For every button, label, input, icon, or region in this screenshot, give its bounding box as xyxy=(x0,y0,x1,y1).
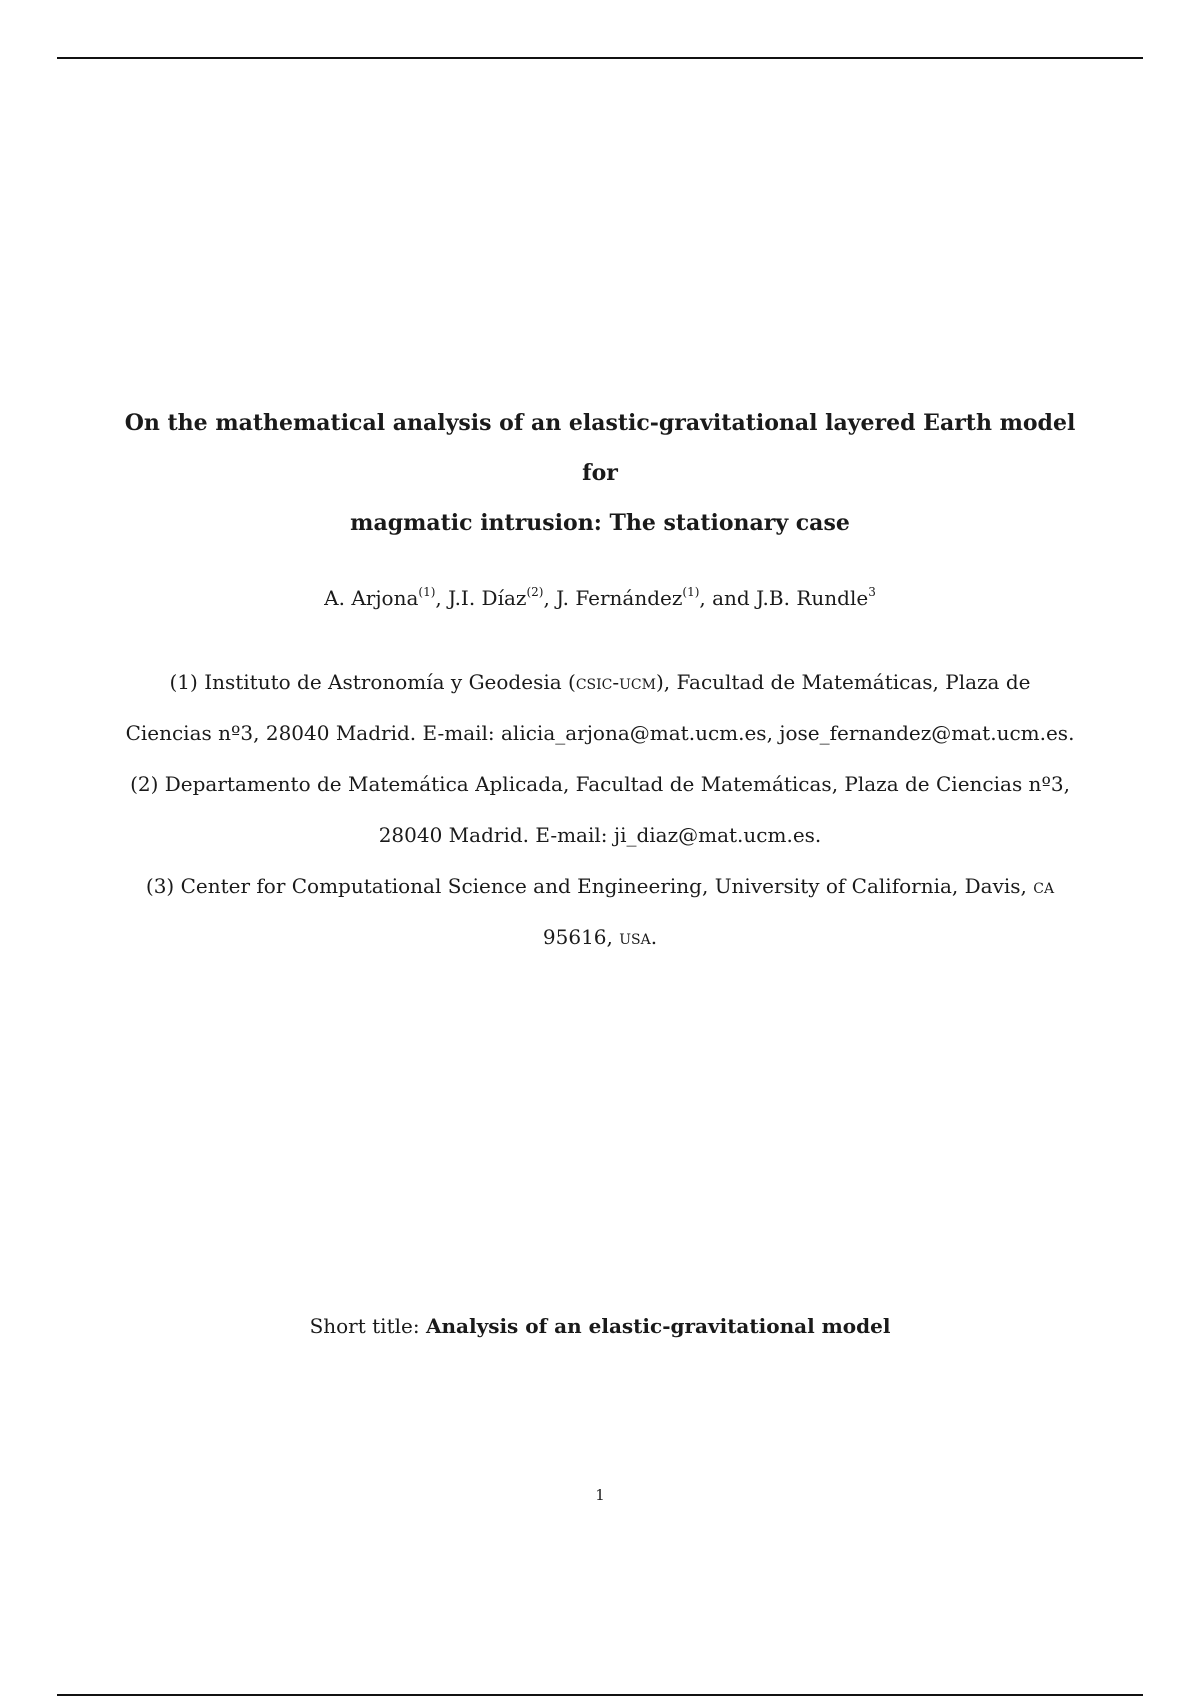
affiliation-state-abbrev: ca xyxy=(1033,874,1055,898)
short-title-value: Analysis of an elastic-gravitational model xyxy=(425,1314,891,1338)
author-affiliation-mark: (1) xyxy=(418,585,436,599)
title-line-1: On the mathematical analysis of an elastic-gravitational layered Earth model for xyxy=(124,410,1076,486)
affiliation-1-line-2: Ciencias nº3, 28040 Madrid. E-mail: alicia_arjona@mat.ucm.es, jose_fernandez@mat.ucm.es. xyxy=(125,721,1075,745)
author-list xyxy=(120,578,1080,618)
affiliation-text: (3) Center for Computational Science and Engineering, University of California, Davis, xyxy=(145,874,1034,898)
top-rule xyxy=(57,57,1143,59)
affiliation-2-line-2: 28040 Madrid. E-mail: ji_diaz@mat.ucm.es. xyxy=(378,823,822,847)
title-line-2: magmatic intrusion: The stationary case xyxy=(350,510,850,536)
paper-title xyxy=(120,398,1080,548)
author-separator: , and xyxy=(699,586,757,610)
affiliation-text: (1) Instituto de Astronomía y Geodesia ( xyxy=(169,670,576,694)
author-name: J. Fernández xyxy=(556,586,683,610)
author-affiliation-mark: (1) xyxy=(682,585,700,599)
affiliation-text: ), Facultad de Matemáticas, Plaza de xyxy=(655,670,1031,694)
affiliation-1-line-1 xyxy=(120,657,1080,708)
affiliations xyxy=(120,657,1080,963)
affiliation-3-line-1 xyxy=(120,861,1080,912)
author-name: J.B. Rundle xyxy=(756,586,869,610)
affiliation-2-line-1: (2) Departamento de Matemática Aplicada, Facultad de Matemáticas, Plaza de Ciencias nº3, xyxy=(130,772,1070,796)
author-separator: , xyxy=(435,586,449,610)
affiliation-3-line-2 xyxy=(120,912,1080,963)
author-name: A. Arjona xyxy=(324,586,419,610)
short-title-label: Short title: xyxy=(309,1314,426,1338)
author-affiliation-mark: (2) xyxy=(526,585,544,599)
affiliation-org-abbrev: csic-ucm xyxy=(575,670,656,694)
author-name: J.I. Díaz xyxy=(448,586,527,610)
bottom-rule xyxy=(57,1694,1143,1696)
affiliation-country-abbrev: usa xyxy=(619,925,651,949)
affiliation-zip: 95616, xyxy=(542,925,620,949)
author-separator: , xyxy=(543,586,557,610)
author-affiliation-mark: 3 xyxy=(868,585,876,599)
short-title xyxy=(120,1306,1080,1346)
affiliation-text: . xyxy=(650,925,658,949)
page-number: 1 xyxy=(595,1486,605,1504)
